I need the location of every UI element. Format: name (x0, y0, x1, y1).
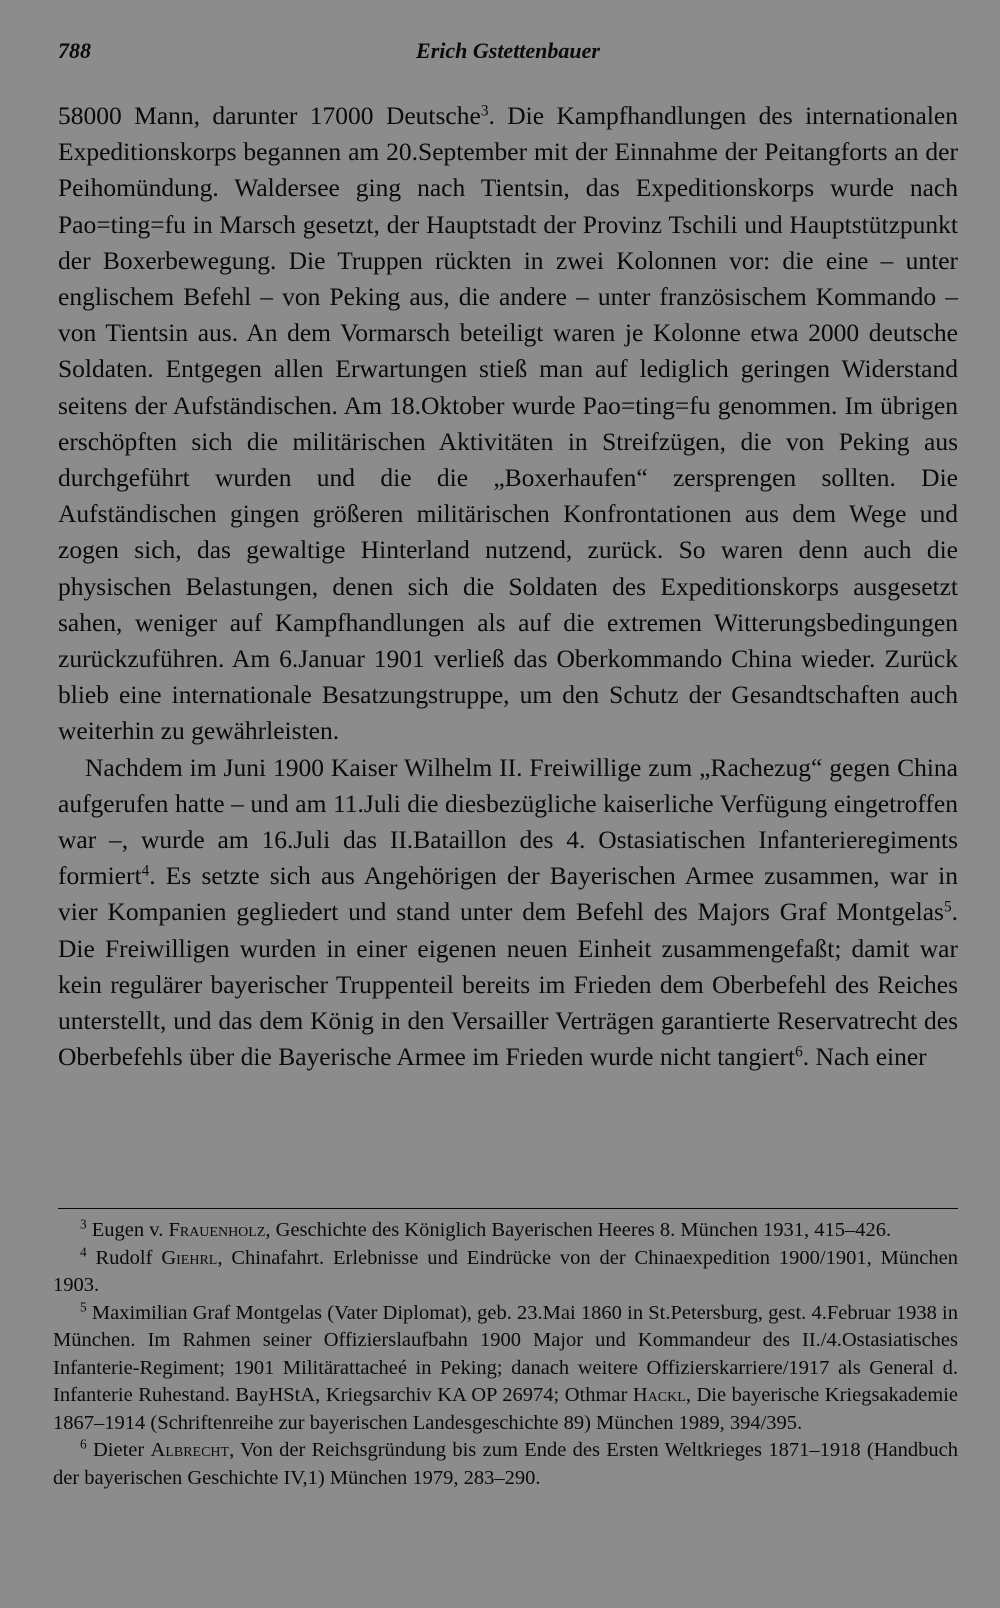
cited-author-surname: Hackl (632, 1384, 686, 1406)
footnote-marker: 3 (480, 102, 489, 120)
footnote-marker: 6 (80, 1436, 87, 1452)
paragraph (58, 750, 958, 1076)
cited-author-surname: Albrecht (150, 1439, 230, 1461)
text-run: Nachdem im Juni 1900 Kaiser Wilhelm II. Freiwillige zum „Rachezug“ gegen China aufgerufen hatte – und am 11.Juli die diesbezügliche kaiserliche Verfügung eingetroffen war –, wurde am 16.Juli das II.Bataillon des 4. Ostasiatischen Infanterieregiments formiert (58, 752, 958, 891)
text-run: , Geschichte des Königlich Bayerischen Heeres 8. München 1931, 415–426. (265, 1219, 892, 1241)
text-run: . Die Kampfhandlungen des internationalen Expeditionskorps begannen am 20.September mit der Einnahme der Peitangforts an der Peihomündung. Waldersee ging nach Tientsin, das Expeditionskorps wurde nach Pao=ting=fu in Marsch gesetzt, der Hauptstadt der Provinz Tschili und Hauptstützpunkt der Boxerbewegung. Die Truppen rückten in zwei Kolonnen vor: die eine – unter englischem Befehl – von Peking aus, die andere – unter französischem Kommando – von Tientsin aus. An dem Vormarsch beteiligt waren je Kolonne etwa 2000 deutsche Soldaten. Entgegen allen Erwartungen stieß man auf lediglich geringen Widerstand seitens der Aufständischen. Am 18.Oktober wurde Pao=ting=fu genommen. Im übrigen erschöpften sich die militärischen Aktivitäten in Streifzügen, die von Peking aus durchgeführt wurden und die die „Boxerhaufen“ zersprengen sollten. Die Aufständischen gingen größeren militärischen Konfrontationen aus dem Wege und zogen sich, das gewaltige Hinterland nutzend, zurück. So waren denn auch die physischen Belastungen, denen sich die Soldaten des Expeditionskorps ausgesetzt sahen, weniger auf Kampfhandlungen als auf die extremen Witterungsbedingungen zurückzuführen. Am 6.Januar 1901 verließ das Oberkommando China wieder. Zurück blieb eine internationale Besatzungstruppe, um den Schutz der Gesandtschaften auch weiterhin zu gewährleisten. (58, 101, 959, 746)
text-run: . Es setzte sich aus Angehörigen der Bayerischen Armee zusammen, war in vier Kompanien gegliedert und stand unter dem Befehl des Majors Graf Montgelas (58, 861, 958, 927)
text-run: , Von der Reichsgründung bis zum Ende des Ersten Weltkrieges 1871–1918 (Handbuch der bayerischen Geschichte IV,1) München 1979, 283–290. (53, 1439, 958, 1489)
paragraph (58, 98, 958, 750)
main-text (58, 98, 958, 1075)
running-header (58, 38, 958, 72)
text-run: Dieter (86, 1439, 151, 1461)
footnote-marker: 4 (141, 862, 150, 880)
text-run: Rudolf (86, 1246, 162, 1269)
footnote-separator (58, 1208, 958, 1209)
text-run: . Die Freiwilligen wurden in einer eigenen neuen Einheit zusammengefaßt; damit war kein regulärer bayerischer Truppenteil bereits im Frieden dem Oberbefehl des Reiches unterstellt, und das dem König in den Versailler Verträgen garantierte Reservatrecht des Oberbefehls über die Bayerische Armee im Frieden wurde nicht tangiert (58, 897, 958, 1072)
footnotes (53, 1217, 958, 1492)
cited-author-surname: Frauenholz (168, 1219, 266, 1241)
text-run: Maximilian Graf Montgelas (Vater Diplomat), geb. 23.Mai 1860 in St.Petersburg, gest. 4.Februar 1938 in München. Im Rahmen seiner Offizierslaufbahn 1900 Major und Kommandeur des II./4.Ostasiatisches Infanterie-Regiment; 1901 Militärattacheé in Peking; danach weitere Offizierskarriere/1917 als General d. Infanterie Ruhestand. BayHStA, Kriegsarchiv KA OP 26974; Othmar (53, 1301, 958, 1406)
text-run: . Nach einer (802, 1042, 927, 1072)
cited-author-surname: Giehrl (161, 1246, 218, 1269)
footnote-marker: 5 (943, 899, 952, 917)
footnote-marker: 3 (80, 1216, 87, 1232)
running-title: Erich Gstettenbauer (416, 38, 600, 63)
text-run: , Die bayerische Kriegsakademie 1867–1914 (Schriftenreihe zur bayerischen Landesgeschichte 89) München 1989, 394/395. (53, 1384, 958, 1434)
text-run: , Chinafahrt. Erlebnisse und Eindrücke von der Chinaexpedition 1900/1901, München 1903. (53, 1246, 958, 1296)
footnote (53, 1437, 958, 1492)
footnote-marker: 6 (795, 1043, 803, 1061)
footnote-marker: 5 (80, 1299, 87, 1315)
text-run: 58000 Mann, darunter 17000 Deutsche (58, 101, 481, 130)
text-run: Eugen v. (86, 1219, 169, 1241)
footnote (53, 1217, 958, 1245)
page-number: 788 (58, 38, 91, 63)
footnote (53, 1300, 958, 1438)
footnote (53, 1245, 958, 1300)
footnote-marker: 4 (80, 1244, 87, 1260)
